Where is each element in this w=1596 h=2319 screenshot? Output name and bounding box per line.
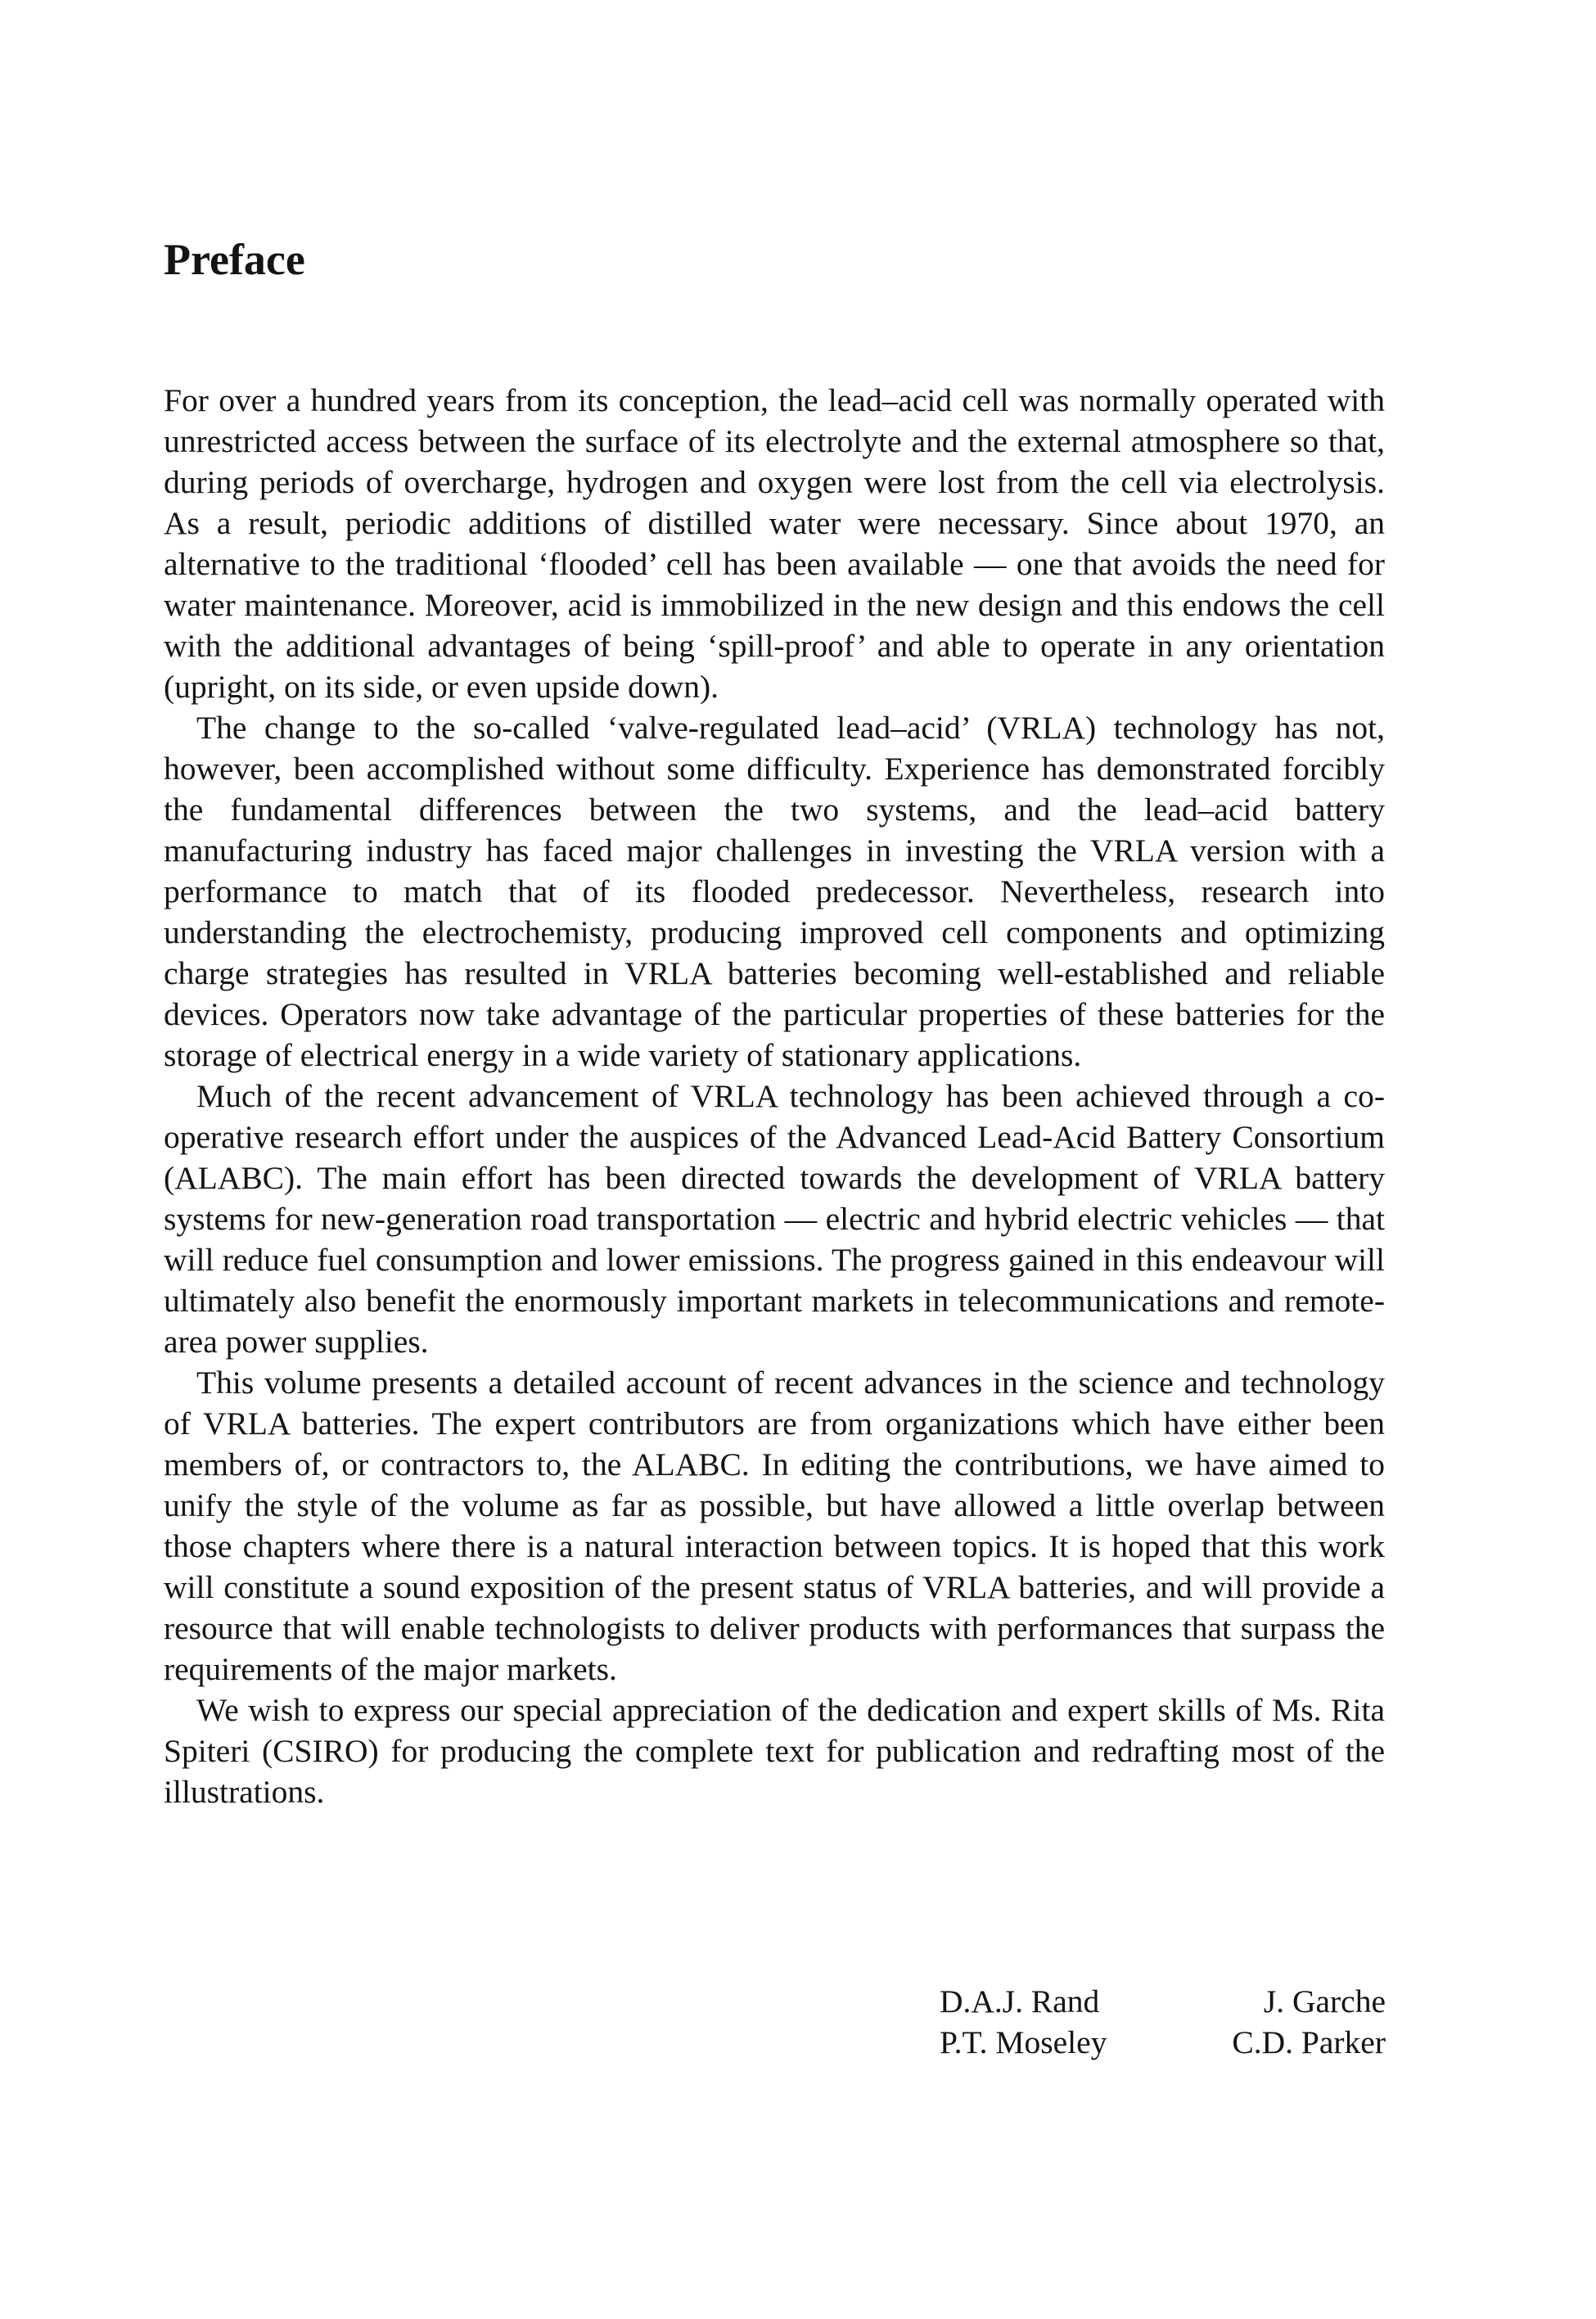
paragraph-2: The change to the so-called ‘valve-regulated lead–acid’ (VRLA) technology has not, however, been accomplished without some difficulty. Experience has demonstrated forcibly the fundamental differences between the two systems, and the lead–acid battery manufacturing industry has faced major challenges in investing the VRLA version with a performance to match that of its flooded predecessor. Nevertheless, research into understanding the electrochemisty, producing improved cell components and optimizing charge strategies has resulted in VRLA batteries becoming well-established and reliable devices. Operators now take advantage of the particular properties of these batteries for the storage of electrical energy in a wide variety of stationary applications. [164,710,1385,1073]
editor-signatures [940,1981,1386,2063]
signature-garche: J. Garche [1263,1983,1386,2019]
paragraph-4: This volume presents a detailed account of recent advances in the science and technology of VRLA batteries. The expert contributors are from organizations which have either been members of, or contractors to, the ALABC. In editing the contributions, we have aimed to unify the style of the volume as far as possible, but have allowed a little overlap between those chapters where there is a natural interaction between topics. It is hoped that this work will constitute a sound exposition of the present status of VRLA batteries, and will provide a resource that will enable technologists to deliver products with performances that surpass the requirements of the major markets. [164,1365,1385,1687]
signature-moseley: P.T. Moseley [940,2024,1107,2060]
preface-body [164,380,1385,1812]
paragraph-1: For over a hundred years from its conception, the lead–acid cell was normally operated with unrestricted access between the surface of its electrolyte and the external atmosphere so that, during periods of overcharge, hydrogen and oxygen were lost from the cell via electrolysis. As a result, periodic additions of distilled water were necessary. Since about 1970, an alternative to the traditional ‘flooded’ cell has been available — one that avoids the need for water maintenance. Moreover, acid is immobilized in the new design and this endows the cell with the additional advantages of being ‘spill-proof’ and able to operate in any orientation (upright, on its side, or even upside down). [164,382,1385,705]
signature-parker: C.D. Parker [1232,2024,1386,2060]
paragraph-5: We wish to express our special appreciation of the dedication and expert skills of Ms. Rita Spiteri (CSIRO) for producing the complete text for publication and redrafting most of the illustrations. [164,1692,1385,1810]
paragraph-3: Much of the recent advancement of VRLA technology has been achieved through a co-operative research effort under the auspices of the Advanced Lead-Acid Battery Consortium (ALABC). The main effort has been directed towards the development of VRLA battery systems for new-generation road transportation — electric and hybrid electric vehicles — that will reduce fuel consumption and lower emissions. The progress gained in this endeavour will ultimately also benefit the enormously important markets in telecommunications and remote-area power supplies. [164,1078,1385,1360]
signature-rand: D.A.J. Rand [940,1983,1100,2019]
page-title: Preface [164,235,305,284]
